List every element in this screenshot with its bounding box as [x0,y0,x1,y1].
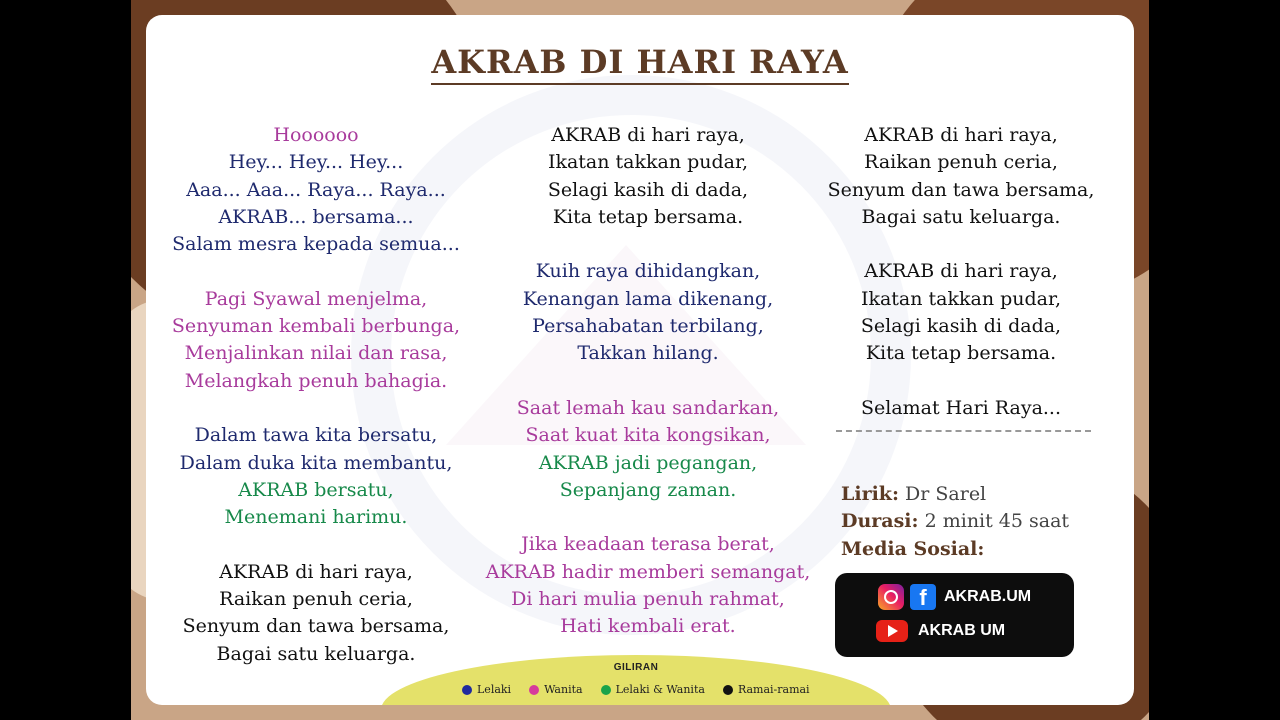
lyric-line: Kuih raya dihidangkan, [535,260,761,283]
legend-item [529,683,583,696]
social-row-youtube[interactable] [876,620,1005,642]
lyric-line: Raikan penuh ceria, [864,151,1058,174]
lyric-line: Raikan penuh ceria, [219,588,413,611]
legend-label: Lelaki [477,683,512,696]
lyric-line: Aaa... Aaa... Raya... Raya... [186,178,446,201]
lyric-line: Sepanjang zaman. [559,478,737,501]
legend-dot-icon [723,685,733,695]
lyrics-column-3 [806,122,1116,450]
lyric-line: Menjalinkan nilai dan rasa, [184,342,448,365]
stanza [463,258,833,367]
lyric-line: AKRAB di hari raya, [219,560,413,583]
legend-title: GILIRAN [613,662,659,673]
stanza [806,395,1116,422]
lyric-line: Jika keadaan terasa berat, [521,533,775,556]
stanza [146,559,486,668]
lyric-line: Persahabatan terbilang, [532,315,764,338]
lyric-line: AKRAB hadir memberi semangat, [485,560,811,583]
lyric-line: Salam mesra kepada semua... [172,233,460,256]
lyric-line: Kenangan lama dikenang, [522,287,774,310]
stanza [463,531,833,640]
lyric-line: Dalam tawa kita bersatu, [194,424,438,447]
credit-label: Media Sosial: [841,537,985,560]
lyric-line: AKRAB di hari raya, [864,260,1058,283]
stanza [146,286,486,395]
social-row-instagram-facebook[interactable] [878,584,1031,610]
lyric-line: AKRAB bersatu, [238,478,394,501]
lyric-line: Saat lemah kau sandarkan, [516,396,780,419]
social-handle: AKRAB.UM [944,588,1032,605]
lyric-line: Bagai satu keluarga. [861,205,1061,228]
credit-value: 2 minit 45 saat [924,510,1070,533]
stanza [146,422,486,531]
credit-duration [841,508,1069,535]
lyric-line: AKRAB di hari raya, [551,124,745,146]
stanza [806,122,1116,231]
lyric-line: Ikatan takkan pudar, [860,287,1062,310]
credit-social [841,536,1069,563]
social-media-box [835,573,1074,657]
lyric-line: Di hari mulia penuh rahmat, [511,588,785,611]
legend-label: Ramai-ramai [737,683,810,696]
page-title [146,43,1134,81]
legend-dot-icon [462,685,472,695]
social-handle: AKRAB UM [918,622,1006,639]
lyric-line: Saat kuat kita kongsikan, [525,424,771,447]
credit-value: Dr Sarel [905,483,987,505]
stanza [463,395,833,504]
instagram-icon [878,584,904,610]
lyric-line: Takkan hilang. [577,342,719,365]
legend-label: Lelaki & Wanita [615,683,705,696]
facebook-icon: f [910,584,936,610]
lyric-line: Kita tetap bersama. [865,342,1057,365]
lyric-line: AKRAB jadi pegangan, [538,451,758,474]
lyric-line: Hati kembali erat. [560,615,736,638]
legend-item [601,683,705,696]
stanza [806,258,1116,367]
legend-item [723,683,810,696]
legend-dot-icon [529,685,539,695]
credit-label: Durasi: [841,510,919,533]
lyric-line: Menemani harimu. [224,506,408,529]
lyric-line: Hoooooo [273,124,359,146]
youtube-icon [876,620,908,642]
legend [462,683,810,696]
lyric-line: Ikatan takkan pudar, [547,151,749,174]
lyrics-column-1 [146,122,486,695]
divider [836,430,1091,432]
stanza [146,122,486,258]
lyric-line: Selagi kasih di dada, [860,315,1062,338]
lyric-line: Bagai satu keluarga. [216,642,416,665]
lyric-line: Selamat Hari Raya... [860,396,1062,419]
lyrics-card [146,15,1134,705]
stanza [463,122,833,231]
lyric-line: AKRAB di hari raya, [864,124,1058,146]
lyric-line: Senyuman kembali berbunga, [171,315,461,338]
credit-label: Lirik: [841,483,899,505]
lyric-line: AKRAB... bersama... [218,205,414,228]
legend-dot-icon [601,685,611,695]
lyric-line: Kita tetap bersama. [552,205,744,228]
credits [841,481,1069,563]
credit-lyricist [841,481,1069,508]
lyric-line: Pagi Syawal menjelma, [204,287,428,310]
title-text: AKRAB DI HARI RAYA [431,43,848,85]
lyric-line: Senyum dan tawa bersama, [182,615,450,638]
lyric-line: Dalam duka kita membantu, [179,451,453,474]
lyric-line: Selagi kasih di dada, [547,178,749,201]
lyric-line: Senyum dan tawa bersama, [827,178,1095,201]
lyric-line: Melangkah penuh bahagia. [184,369,448,392]
lyric-line: Hey... Hey... Hey... [228,151,404,174]
legend-label: Wanita [544,683,583,696]
lyrics-column-2 [463,122,833,668]
legend-item [462,683,511,696]
